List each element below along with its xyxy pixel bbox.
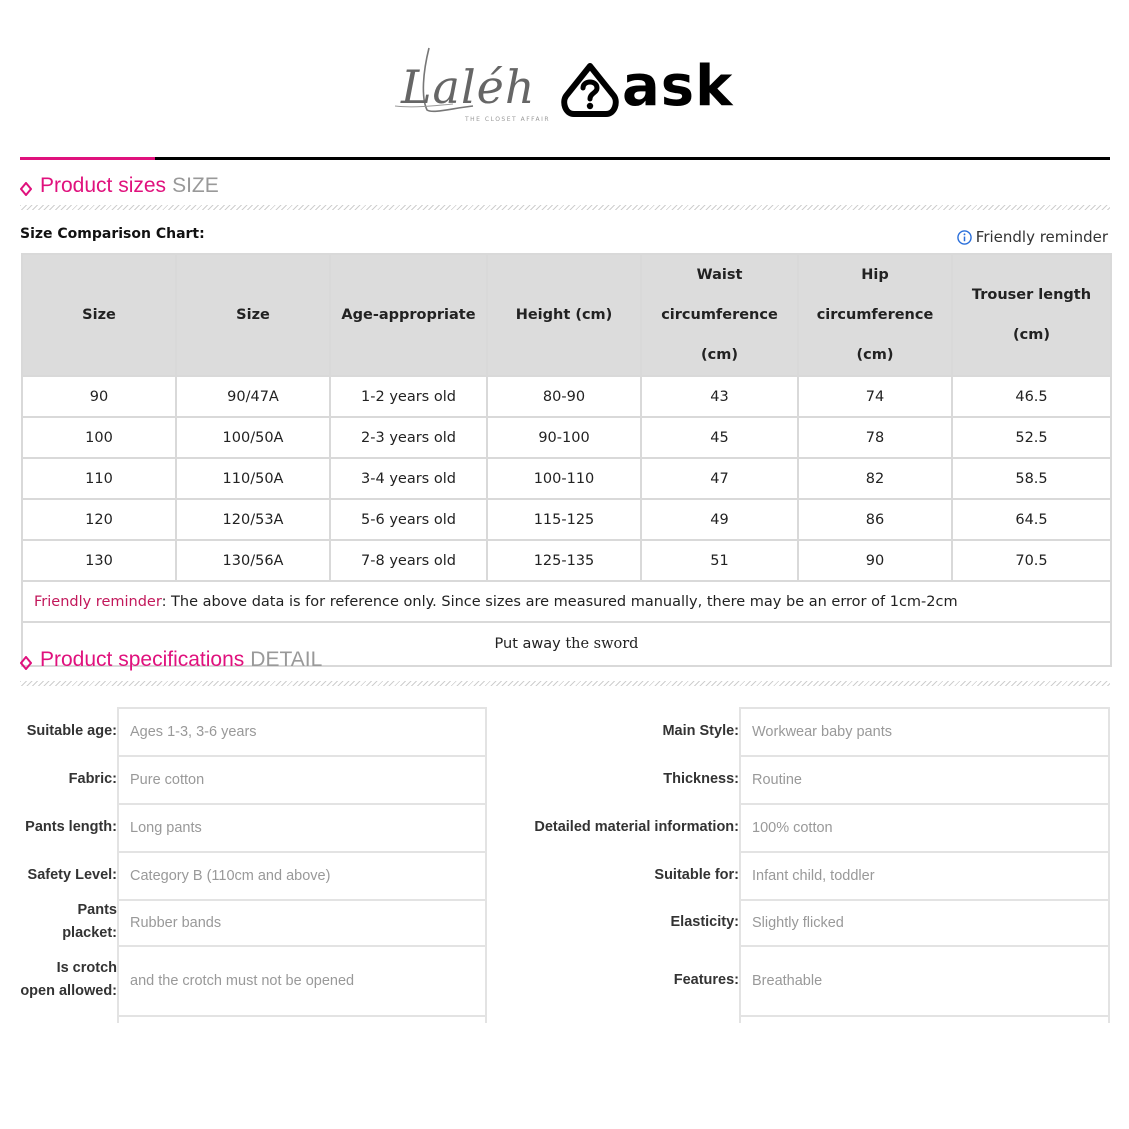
laleh-logo xyxy=(393,42,553,124)
spec-label: Pants placket: xyxy=(62,902,117,941)
footer-note-b: the sword xyxy=(565,636,639,652)
spec-section-title xyxy=(20,648,322,678)
cell-height: 115-125 xyxy=(487,499,641,540)
cell-waist: 47 xyxy=(641,458,798,499)
spec-label: Detailed material information: xyxy=(534,818,739,835)
cell-size-code: 110/50A xyxy=(176,458,330,499)
spec-label: Fabric: xyxy=(68,770,117,787)
cell-trouser-length: 52.5 xyxy=(952,417,1111,458)
cell-age: 5-6 years old xyxy=(330,499,487,540)
cell-waist: 43 xyxy=(641,376,798,417)
header-height: Height (cm) xyxy=(487,254,641,376)
header-size: Size xyxy=(22,254,176,376)
reminder-note-text: : The above data is for reference only. Since sizes are measured manually, there may be an error of 1cm-2cm xyxy=(161,593,958,610)
cell-height: 80-90 xyxy=(487,376,641,417)
ask-wordmark: ask xyxy=(622,54,734,119)
table-row xyxy=(22,458,1111,499)
cell-age: 2-3 years old xyxy=(330,417,487,458)
spec-label: Thickness: xyxy=(663,770,739,787)
header-trouser-length: Trouser length (cm) xyxy=(952,254,1111,376)
size-table-header xyxy=(22,254,1111,376)
spec-value: Category B (110cm and above) xyxy=(117,851,487,901)
spec-value: Infant child, toddler xyxy=(739,851,1110,901)
cell-age: 7-8 years old xyxy=(330,540,487,581)
header-age: Age-appropriate xyxy=(330,254,487,376)
top-divider-accent xyxy=(20,157,155,160)
ask-logo xyxy=(560,54,740,122)
spec-table xyxy=(20,707,1110,1023)
cell-trouser-length: 64.5 xyxy=(952,499,1111,540)
cell-hip: 90 xyxy=(798,540,952,581)
cell-age: 1-2 years old xyxy=(330,376,487,417)
header-waist: Waist circumference (cm) xyxy=(641,254,798,376)
reminder-note-label: Friendly reminder xyxy=(34,593,162,610)
cell-hip: 74 xyxy=(798,376,952,417)
spec-label: Is crotch open allowed: xyxy=(20,960,117,999)
cell-trouser-length: 46.5 xyxy=(952,376,1111,417)
cell-height: 100-110 xyxy=(487,458,641,499)
cell-hip: 82 xyxy=(798,458,952,499)
cell-hip: 78 xyxy=(798,417,952,458)
spec-value: Long pants xyxy=(117,803,487,853)
size-section-heading: Product sizes xyxy=(40,174,167,197)
spec-value: Pure cotton xyxy=(117,755,487,805)
friendly-reminder-link[interactable] xyxy=(957,228,1108,246)
laleh-wordmark: Laléh xyxy=(401,60,536,114)
spec-value: Ages 1-3, 3-6 years xyxy=(117,707,487,757)
cell-age: 3-4 years old xyxy=(330,458,487,499)
spec-label: Suitable age: xyxy=(26,722,117,739)
table-row xyxy=(22,376,1111,417)
cell-height: 90-100 xyxy=(487,417,641,458)
header-hip: Hip circumference (cm) xyxy=(798,254,952,376)
reminder-note xyxy=(22,581,1111,622)
reminder-row xyxy=(22,581,1111,622)
top-divider xyxy=(20,157,1110,160)
cell-waist: 51 xyxy=(641,540,798,581)
friendly-reminder-label: Friendly reminder xyxy=(975,228,1108,246)
size-section-heading-en: SIZE xyxy=(172,174,219,197)
spec-section-rule xyxy=(20,681,1110,686)
spec-label: Features: xyxy=(673,971,739,988)
cell-trouser-length: 70.5 xyxy=(952,540,1111,581)
cell-waist: 45 xyxy=(641,417,798,458)
spec-value: Workwear baby pants xyxy=(739,707,1110,757)
size-table xyxy=(21,253,1112,667)
table-row xyxy=(22,540,1111,581)
size-section-rule xyxy=(20,205,1110,210)
footer-note-a: Put away xyxy=(494,636,561,652)
spec-value: Rubber bands xyxy=(117,899,487,947)
question-shield-icon xyxy=(560,62,620,120)
spec-value: Breathable xyxy=(739,945,1110,1017)
cell-size: 100 xyxy=(22,417,176,458)
spec-label: Safety Level: xyxy=(27,866,117,883)
cell-size: 120 xyxy=(22,499,176,540)
spec-value-empty xyxy=(739,1015,1110,1023)
table-row xyxy=(22,499,1111,540)
spec-value: and the crotch must not be opened xyxy=(117,945,487,1017)
spec-section-heading: Product specifications xyxy=(40,648,245,671)
info-icon xyxy=(957,230,972,245)
header-size-code: Size xyxy=(176,254,330,376)
cell-size-code: 90/47A xyxy=(176,376,330,417)
spec-label: Elasticity: xyxy=(670,913,739,930)
spec-label: Suitable for: xyxy=(654,866,739,883)
cell-height: 125-135 xyxy=(487,540,641,581)
spec-value: Slightly flicked xyxy=(739,899,1110,947)
spec-value: 100% cotton xyxy=(739,803,1110,853)
cell-size-code: 100/50A xyxy=(176,417,330,458)
brand-logos xyxy=(0,38,1129,128)
cell-size: 110 xyxy=(22,458,176,499)
spec-label: Main Style: xyxy=(662,722,739,739)
spec-value: Routine xyxy=(739,755,1110,805)
spec-value-empty xyxy=(117,1015,487,1023)
cell-hip: 86 xyxy=(798,499,952,540)
cell-size: 90 xyxy=(22,376,176,417)
size-chart-label: Size Comparison Chart: xyxy=(20,226,205,242)
cell-trouser-length: 58.5 xyxy=(952,458,1111,499)
cell-size-code: 130/56A xyxy=(176,540,330,581)
table-row xyxy=(22,417,1111,458)
cell-size: 130 xyxy=(22,540,176,581)
cell-waist: 49 xyxy=(641,499,798,540)
laleh-tagline: THE CLOSET AFFAIR xyxy=(465,116,551,123)
diamond-icon xyxy=(20,182,32,196)
diamond-icon xyxy=(20,656,32,670)
spec-label: Pants length: xyxy=(25,818,117,835)
cell-size-code: 120/53A xyxy=(176,499,330,540)
size-section-title xyxy=(20,174,219,204)
spec-section-heading-en: DETAIL xyxy=(250,648,323,671)
